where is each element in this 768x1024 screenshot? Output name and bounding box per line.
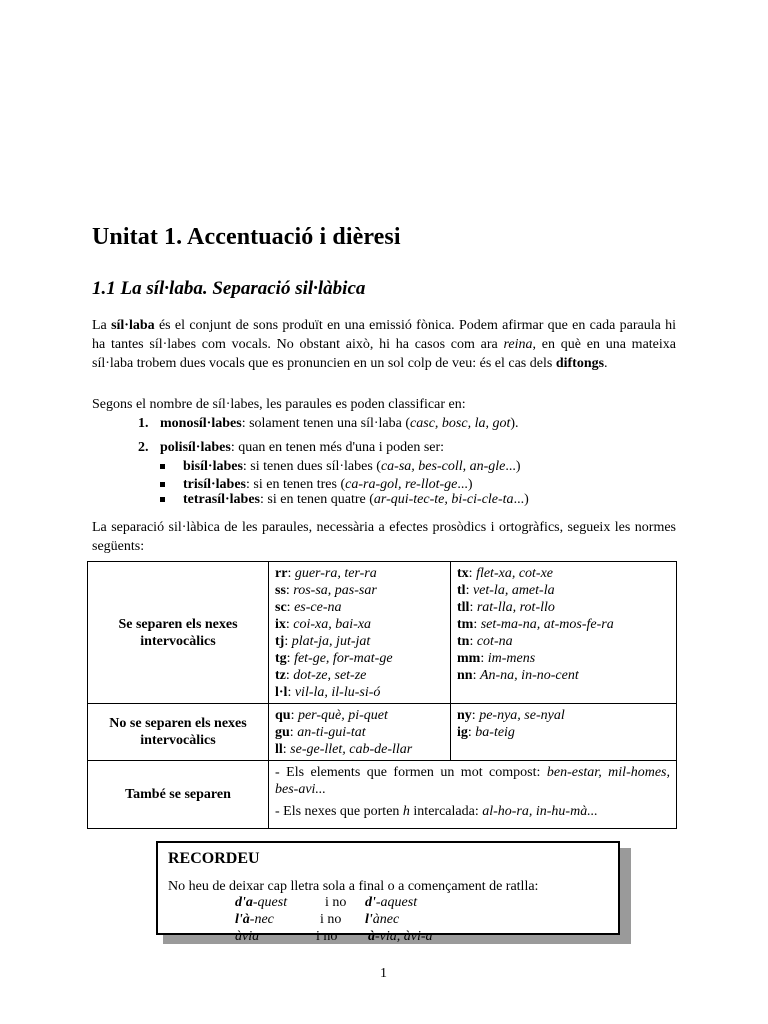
- bullet-examples: ca-sa, bes-coll, an-gle: [380, 459, 506, 474]
- rule-example: coi-xa, bai-xa: [293, 617, 372, 632]
- rule-example: plat-ja, jut-jat: [291, 634, 371, 649]
- rule-line: sc: es-ce-na: [275, 600, 342, 615]
- rule-example: cot-na: [476, 634, 513, 649]
- note-example-a: [235, 911, 274, 928]
- example-rest: -via, àvi-a: [375, 929, 433, 944]
- rule-example: es-ce-na: [294, 600, 342, 615]
- remember-note-box: [156, 841, 620, 944]
- section-title: 1.1 La síl·laba. Separació sil·làbica: [92, 278, 366, 299]
- rule-example: ben-estar, mil-homes, bes-avi...: [275, 765, 670, 797]
- example-rest: -aquest: [375, 895, 418, 910]
- syllable-rules-table: [87, 561, 677, 829]
- rule-line: ss: ros-sa, pas-sar: [275, 583, 377, 598]
- term-syllable: síl·laba: [111, 318, 155, 333]
- bullet-desc: : si en tenen quatre (: [260, 492, 374, 507]
- example-bold: d'a: [235, 895, 253, 910]
- bullet-examples: ar-qui-tec-te, bi-ci-cle-ta: [373, 492, 514, 507]
- separation-intro: La separació sil·làbica de les paraules, necessària a efectes prosòdics i ortogràfics, segueix les normes següents:: [92, 520, 676, 554]
- item-term: polisíl·labes: [160, 440, 231, 455]
- rule-line: mm: im-mens: [457, 651, 536, 666]
- table-row: [88, 761, 677, 829]
- table-row: [88, 704, 677, 761]
- compound-rule: [275, 764, 670, 798]
- row-label: També se separen: [88, 761, 269, 829]
- rule-example: set-ma-na, at-mos-fe-ra: [480, 617, 614, 632]
- square-bullet-icon: [160, 464, 165, 469]
- page-number: 1: [380, 966, 387, 981]
- text-run: és el conjunt de sons produït en una emissió fònica. Podem afirmar que en cada paraula hi ha tantes síl·labes com vocals. No obstant això, hi ha casos com ara: [92, 318, 677, 352]
- rule-key: tm: [457, 617, 474, 632]
- note-connector: i no: [325, 895, 347, 910]
- rule-example: per-què, pi-quet: [297, 708, 388, 723]
- rule-example: se-ge-llet, cab-de-llar: [290, 742, 413, 757]
- bullet-end: ...): [505, 459, 521, 474]
- rule-key: tl: [457, 583, 466, 598]
- rule-line: ny: pe-nya, se-nyal: [457, 708, 565, 723]
- rule-key: ig: [457, 725, 468, 740]
- rule-example: im-mens: [487, 651, 536, 666]
- page-title: Unitat 1. Accentuació i dièresi: [92, 224, 401, 250]
- example-bold: à: [368, 929, 375, 944]
- note-intro: No heu de deixar cap lletra sola a final o a començament de ratlla:: [168, 879, 539, 894]
- text-run: La: [92, 318, 112, 333]
- rule-line: ix: coi-xa, bai-xa: [275, 617, 372, 632]
- item-desc: : quan en tenen més d'una i poden ser:: [230, 440, 445, 455]
- rule-line: ll: se-ge-llet, cab-de-llar: [275, 742, 413, 757]
- example-rest: àvia: [235, 929, 260, 944]
- rule-key: tj: [275, 634, 285, 649]
- rule-example: ros-sa, pas-sar: [293, 583, 377, 598]
- rule-example: ba-teig: [475, 725, 515, 740]
- rule-example: pe-nya, se-nyal: [479, 708, 565, 723]
- rule-text: intercalada:: [409, 804, 483, 819]
- rule-key: tn: [457, 634, 470, 649]
- row-label: No se separen els nexes intervocàlics: [88, 704, 269, 761]
- item-text: [160, 438, 444, 457]
- rule-key: ll: [275, 742, 283, 757]
- rule-key: ix: [275, 617, 286, 632]
- text-run: .: [604, 356, 608, 371]
- rule-letter: h: [402, 804, 410, 819]
- rule-line: rr: guer-ra, ter-ra: [275, 566, 377, 581]
- square-bullet-icon: [160, 482, 165, 487]
- rule-line: tn: cot-na: [457, 634, 513, 649]
- rule-example: fet-ge, for-mat-ge: [294, 651, 393, 666]
- example-word: reina: [503, 337, 533, 352]
- item-term: monosíl·labes: [160, 416, 242, 431]
- classify-intro: Segons el nombre de síl·labes, les paraules es poden classificar en:: [92, 397, 466, 412]
- rule-line: nn: An-na, in-no-cent: [457, 668, 579, 683]
- rule-example: an-ti-gui-tat: [297, 725, 366, 740]
- intro-paragraph: [92, 316, 676, 373]
- rule-key: tg: [275, 651, 287, 666]
- rule-key: gu: [275, 725, 290, 740]
- note-example-b: [368, 928, 433, 945]
- rule-example: flet-xa, cot-xe: [476, 566, 554, 581]
- rule-key: sc: [275, 600, 287, 615]
- rule-key: mm: [457, 651, 481, 666]
- rule-key: tll: [457, 600, 470, 615]
- rule-key: qu: [275, 708, 291, 723]
- note-example-a: [235, 894, 287, 911]
- rule-line: tll: rat-lla, rot-llo: [457, 600, 555, 615]
- bullet-term: bisíl·labes: [183, 459, 243, 474]
- item-end: ).: [510, 416, 519, 431]
- rule-key: rr: [275, 566, 288, 581]
- example-rest: -quest: [252, 895, 288, 910]
- rule-column: [269, 562, 451, 704]
- bullet-text: [183, 457, 521, 476]
- rule-text: - Els elements que formen un mot compost:: [275, 765, 547, 780]
- note-connector: i no: [316, 929, 338, 944]
- rule-example: vil-la, il-lu-si-ó: [294, 685, 381, 700]
- row-label: Se separen els nexes intervocàlics: [88, 562, 269, 704]
- rule-example: dot-ze, set-ze: [293, 668, 367, 683]
- item-number: 2.: [138, 440, 149, 455]
- item-desc: : solament tenen una síl·laba (: [241, 416, 411, 431]
- rule-example: vet-la, amet-la: [472, 583, 555, 598]
- rule-key: ss: [275, 583, 286, 598]
- example-rest: -nec: [249, 912, 274, 927]
- rule-line: qu: per-què, pi-quet: [275, 708, 388, 723]
- rule-line: tz: dot-ze, set-ze: [275, 668, 367, 683]
- rule-line: tm: set-ma-na, at-mos-fe-ra: [457, 617, 614, 632]
- note-example-a: [235, 928, 259, 945]
- bullet-end: ...): [457, 477, 473, 492]
- rule-line: tx: flet-xa, cot-xe: [457, 566, 554, 581]
- note-example-b: [365, 911, 399, 928]
- rule-key: nn: [457, 668, 473, 683]
- rule-column: [269, 761, 677, 829]
- bullet-term: trisíl·labes: [183, 477, 246, 492]
- rule-line: tl: vet-la, amet-la: [457, 583, 555, 598]
- bullet-desc: : si en tenen tres (: [246, 477, 346, 492]
- example-bold: l'à: [235, 912, 250, 927]
- rule-text: - Els nexes que porten: [275, 804, 403, 819]
- item-text: [160, 414, 519, 433]
- bullet-examples: ca-ra-gol, re-llot-ge: [345, 477, 458, 492]
- h-intercalated-rule: [275, 803, 670, 820]
- rule-example: An-na, in-no-cent: [479, 668, 579, 683]
- rule-line: tg: fet-ge, for-mat-ge: [275, 651, 393, 666]
- bullet-term: tetrasíl·labes: [183, 492, 260, 507]
- example-rest: ànec: [372, 912, 400, 927]
- rule-line: gu: an-ti-gui-tat: [275, 725, 366, 740]
- item-examples: casc, bosc, la, got: [410, 416, 511, 431]
- bullet-desc: : si tenen dues síl·labes (: [242, 459, 381, 474]
- rule-column: [451, 562, 677, 704]
- rule-column: [451, 704, 677, 761]
- rule-example: rat-lla, rot-llo: [476, 600, 555, 615]
- rule-line: l·l: vil-la, il-lu-si-ó: [275, 685, 381, 700]
- example-bold: d': [365, 895, 376, 910]
- rule-line: ig: ba-teig: [457, 725, 515, 740]
- note-example-b: [365, 894, 417, 911]
- rule-key: tx: [457, 566, 469, 581]
- term-diphthong: diftongs: [555, 356, 605, 371]
- bullet-text: [183, 490, 529, 509]
- item-number: 1.: [138, 416, 149, 431]
- rule-example: al-ho-ra, in-hu-mà...: [482, 804, 598, 819]
- rule-key: ny: [457, 708, 472, 723]
- rule-example: guer-ra, ter-ra: [294, 566, 377, 581]
- rule-key: l·l: [275, 685, 288, 700]
- bullet-end: ...): [513, 492, 529, 507]
- text-run: , en què en una mateixa síl·laba trobem dues vocals que es pronuncien en un sol colp de veu: és el cas dels: [92, 337, 676, 371]
- rule-line: tj: plat-ja, jut-jat: [275, 634, 371, 649]
- table-row: [88, 562, 677, 704]
- example-bold: l': [365, 912, 373, 927]
- rule-key: tz: [275, 668, 286, 683]
- note-connector: i no: [320, 912, 342, 927]
- square-bullet-icon: [160, 497, 165, 502]
- rule-column: [269, 704, 451, 761]
- note-title: RECORDEU: [168, 850, 260, 867]
